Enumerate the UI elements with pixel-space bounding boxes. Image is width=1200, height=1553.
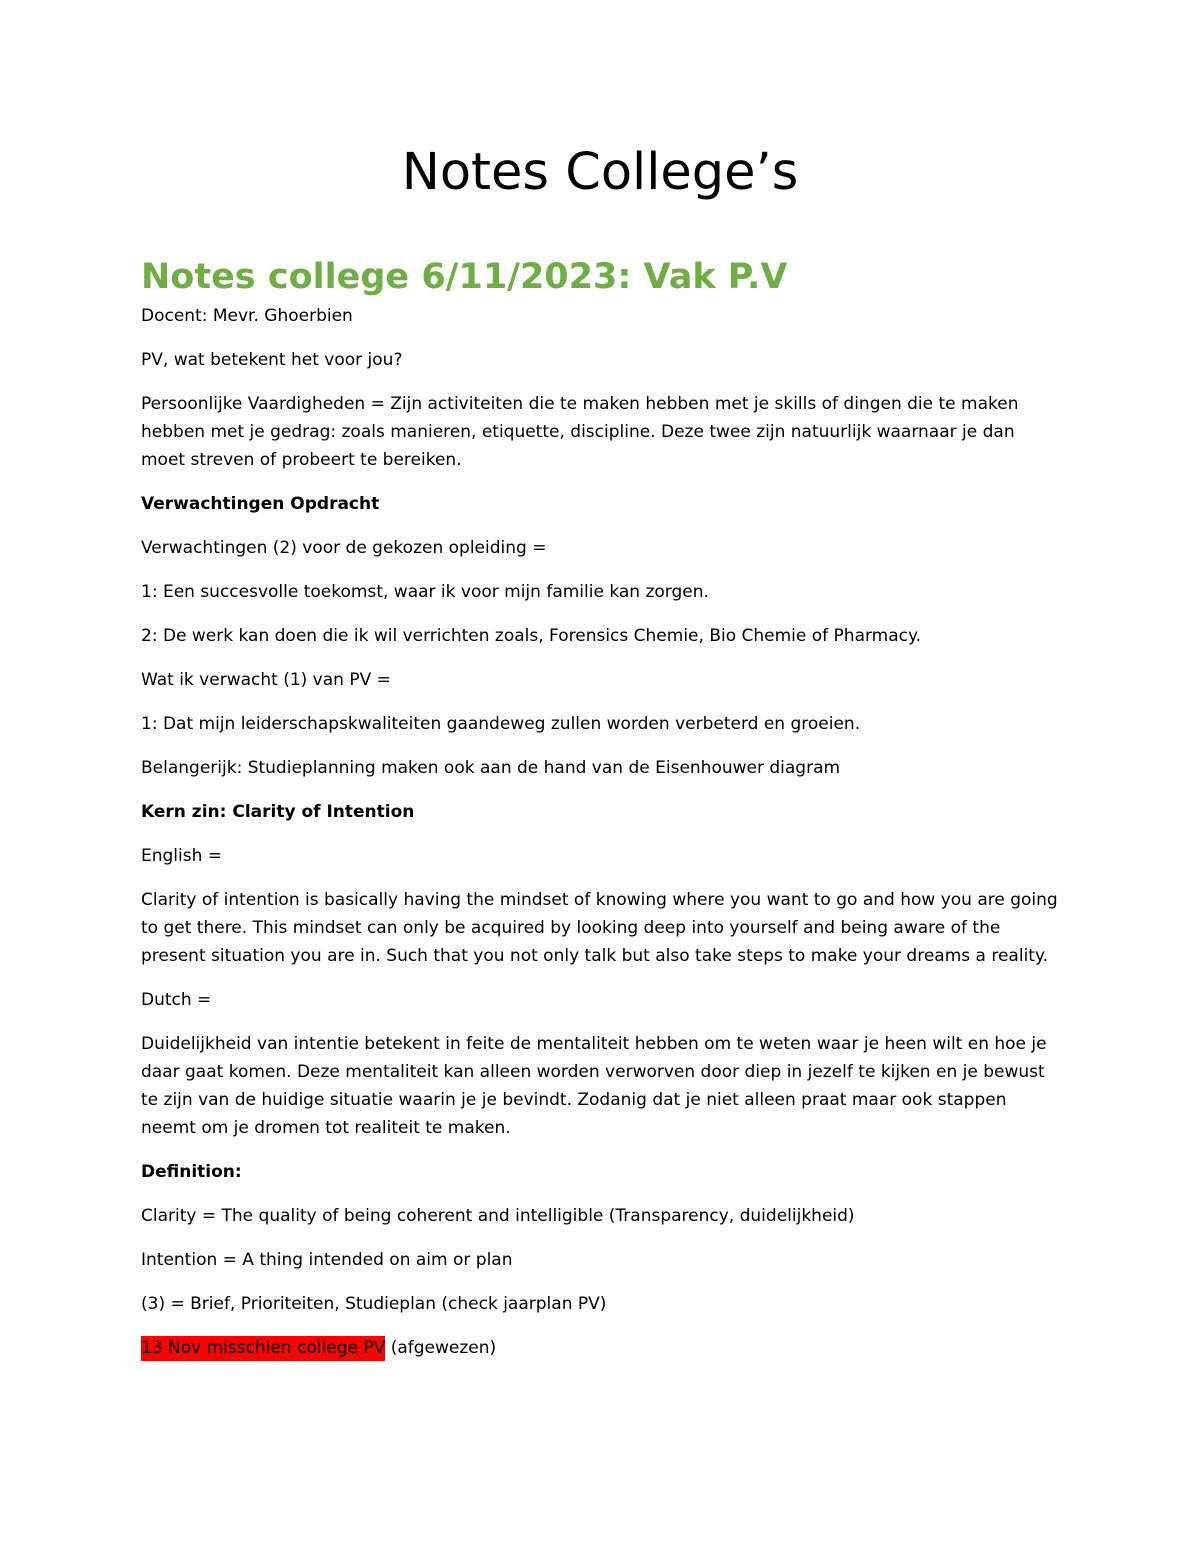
three-items-line: (3) = Brief, Prioriteiten, Studieplan (check jaarplan PV) (141, 1294, 607, 1314)
expectations-heading: Verwachtingen Opdracht (141, 494, 380, 514)
expectations-intro: Verwachtingen (2) voor de gekozen opleiding = (141, 538, 547, 558)
expectation-item-2: 2: De werk kan doen die ik wil verrichten zoals, Forensics Chemie, Bio Chemie of Pharmacy. (141, 626, 922, 646)
expectation-item-1: 1: Een succesvolle toekomst, waar ik voor mijn familie kan zorgen. (141, 582, 709, 602)
document-body (141, 302, 1059, 1378)
highlighted-text: 13 Nov misschien college PV (141, 1336, 385, 1361)
rejected-note: (afgewezen) (385, 1338, 497, 1358)
pv-definition-paragraph: Persoonlijke Vaardigheden = Zijn activiteiten die te maken hebben met je skills of dingen die te maken hebben met je gedrag: zoals manieren, etiquette, discipline. Deze twee zijn natuurlijk waarnaar je dan moet streven of probeert te bereiken. (141, 394, 1019, 470)
english-label: English = (141, 846, 223, 866)
pv-expectation-item-1: 1: Dat mijn leiderschapskwaliteiten gaandeweg zullen worden verbeterd en groeien. (141, 714, 861, 734)
important-note: Belangerijk: Studieplanning maken ook aan de hand van de Eisenhouwer diagram (141, 758, 841, 778)
definition-heading: Definition: (141, 1162, 242, 1182)
highlighted-line (141, 1334, 1059, 1362)
teacher-line: Docent: Mevr. Ghoerbien (141, 306, 353, 326)
english-paragraph: Clarity of intention is basically having the mindset of knowing where you want to go and how you are going to get there. This mindset can only be acquired by looking deep into yourself and being aware of the present situation you are in. Such that you not only talk but also take steps to make your dreams a reality. (141, 890, 1058, 966)
clarity-definition: Clarity = The quality of being coherent and intelligible (Transparency, duidelijkheid) (141, 1206, 855, 1226)
document-title: Notes College’s (401, 143, 799, 202)
section-heading: Notes college 6/11/2023: Vak P.V (141, 257, 788, 297)
dutch-paragraph: Duidelijkheid van intentie betekent in feite de mentaliteit hebben om te weten waar je heen wilt en hoe je daar gaat komen. Deze mentaliteit kan alleen worden verworven door diep in jezelf te kijken en je bewust te zijn van de huidige situatie waarin je je bevindt. Zodanig dat je niet alleen praat maar ook stappen neemt om je dromen tot realiteit te maken. (141, 1034, 1047, 1138)
question-line: PV, wat betekent het voor jou? (141, 350, 403, 370)
core-sentence-heading: Kern zin: Clarity of Intention (141, 802, 415, 822)
intention-definition: Intention = A thing intended on aim or plan (141, 1250, 513, 1270)
dutch-label: Dutch = (141, 990, 212, 1010)
pv-expectation-intro: Wat ik verwacht (1) van PV = (141, 670, 391, 690)
